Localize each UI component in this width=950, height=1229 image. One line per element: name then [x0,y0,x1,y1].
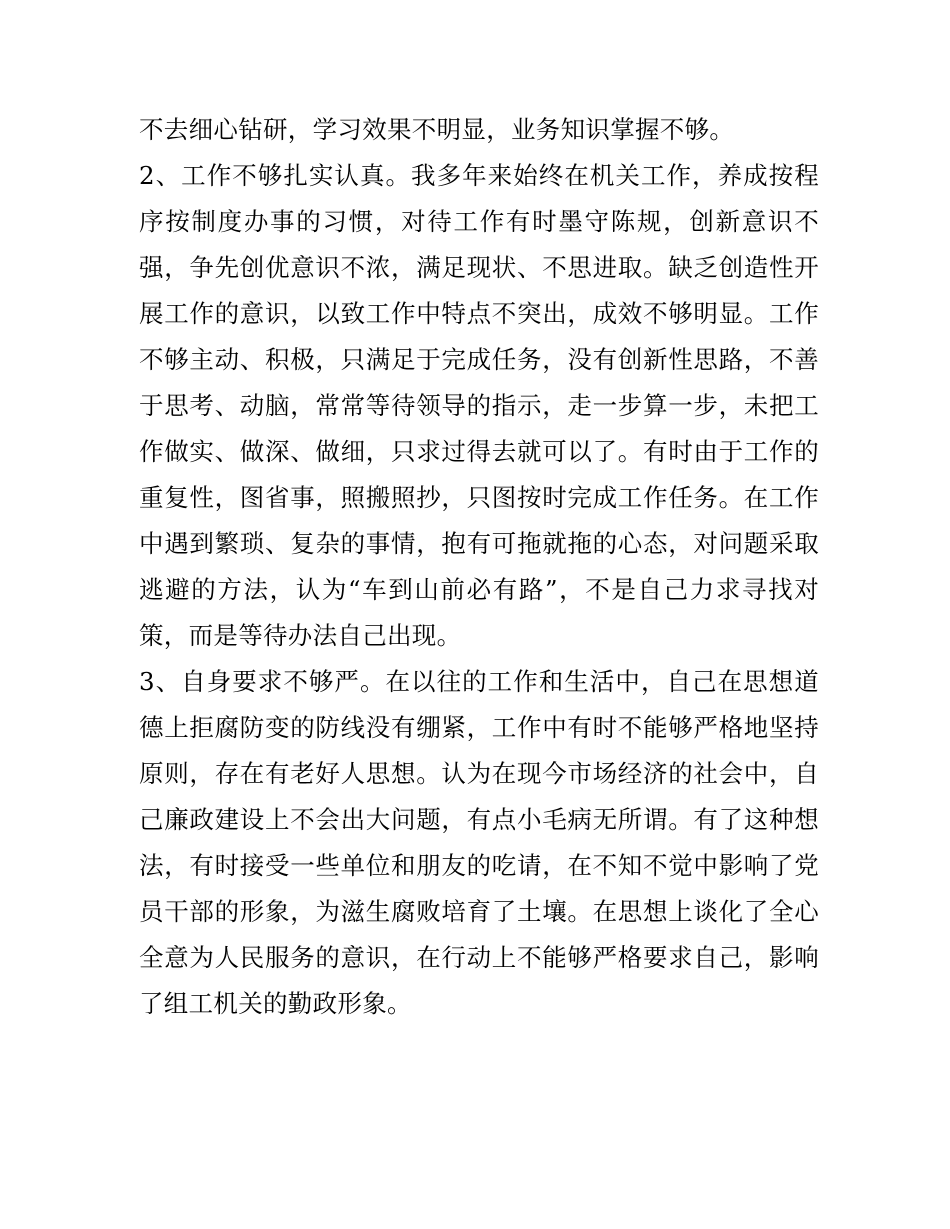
text-line: 不够主动、积极，只满足于完成任务，没有创新性思路，不善 [139,345,819,374]
text-line: 序按制度办事的习惯，对待工作有时墨守陈规，创新意识不 [139,207,819,236]
text-line: 员干部的形象，为滋生腐败培育了土壤。在思想上谈化了全心 [139,897,819,926]
text-line: 己廉政建设上不会出大问题，有点小毛病无所谓。有了这种想 [139,805,819,834]
text-line: 法，有时接受一些单位和朋友的吃请，在不知不觉中影响了党 [139,851,819,880]
text-line: 中遇到繁琐、复杂的事情，抱有可拖就拖的心态，对问题采取 [139,529,819,558]
text-line: 2、工作不够扎实认真。我多年来始终在机关工作，养成按程 [139,161,819,190]
text-line: 了组工机关的勤政形象。 [139,989,412,1018]
text-line: 于思考、动脑，常常等待领导的指示，走一步算一步，未把工 [139,391,819,420]
text-line: 不去细心钻研，学习效果不明显，业务知识掌握不够。 [139,115,735,144]
text-line: 原则，存在有老好人思想。认为在现今市场经济的社会中，自 [139,759,819,788]
text-line: 3、自身要求不够严。在以往的工作和生活中，自己在思想道 [139,667,819,696]
text-line: 逃避的方法，认为“车到山前必有路”，不是自己力求寻找对 [139,575,819,604]
text-line: 展工作的意识，以致工作中特点不突出，成效不够明显。工作 [139,299,819,328]
text-line: 策，而是等待办法自己出现。 [139,621,462,650]
text-line: 强，争先创优意识不浓，满足现状、不思进取。缺乏创造性开 [139,253,819,282]
text-line: 全意为人民服务的意识，在行动上不能够严格要求自己，影响 [139,943,819,972]
text-line: 德上拒腐防变的防线没有绷紧，工作中有时不能够严格地坚持 [139,713,819,742]
body-text [139,107,819,1027]
text-line: 作做实、做深、做细，只求过得去就可以了。有时由于工作的 [139,437,819,466]
text-line: 重复性，图省事，照搬照抄，只图按时完成工作任务。在工作 [139,483,819,512]
